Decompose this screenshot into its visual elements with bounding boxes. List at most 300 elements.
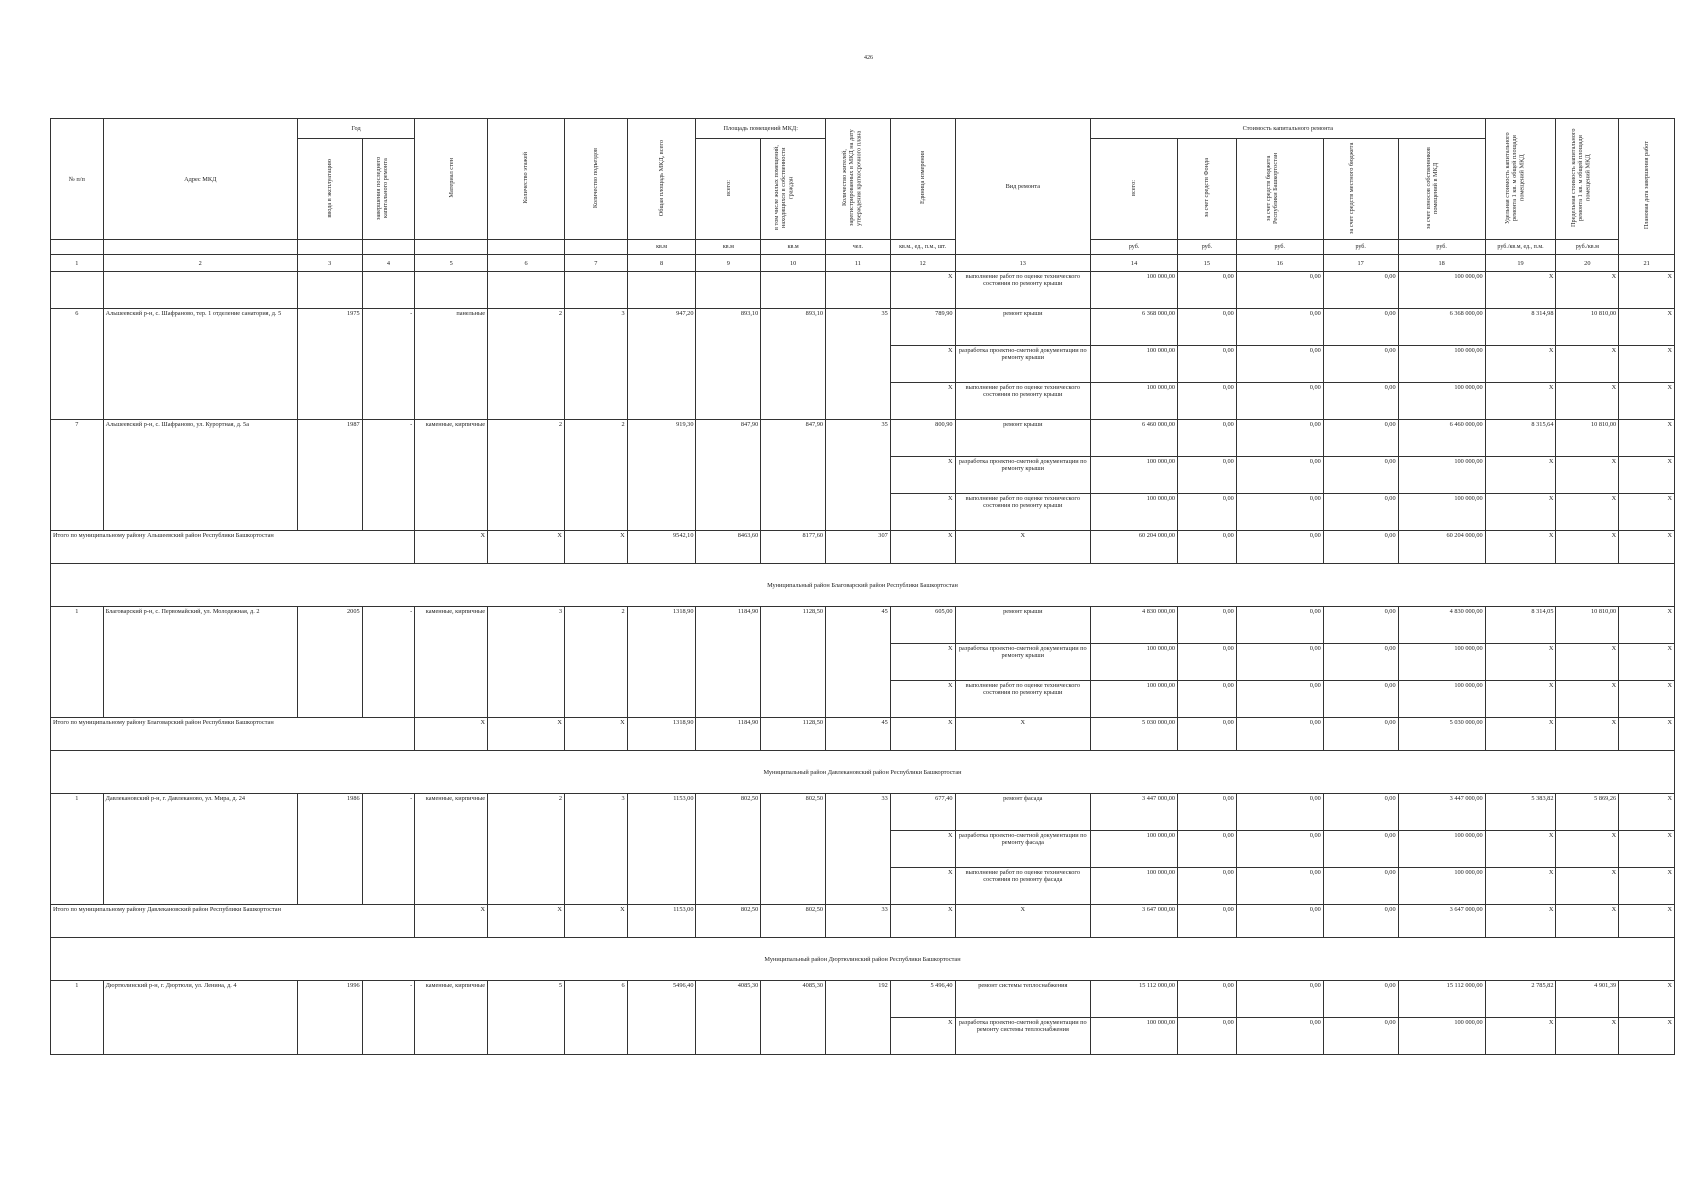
column-number: 5 [415, 255, 488, 272]
planned-date-x: X [1619, 831, 1675, 868]
wall-material: панельные [415, 309, 488, 420]
empty-cell [696, 272, 761, 309]
premises-owned: 1128,50 [761, 607, 826, 718]
cost-owners: 3 447 000,00 [1398, 794, 1485, 831]
unit-x: X [890, 868, 955, 905]
premises-total: 4085,30 [696, 981, 761, 1055]
unit-cost-x: X [1485, 531, 1556, 564]
cost-fund: 0,00 [1178, 494, 1237, 531]
cost-total: 100 000,00 [1091, 457, 1178, 494]
cost-owners: 6 460 000,00 [1398, 420, 1485, 457]
empty-cell [51, 272, 104, 309]
column-number: 3 [297, 255, 362, 272]
cost-republic: 0,00 [1236, 346, 1323, 383]
cost-fund: 0,00 [1178, 1018, 1237, 1055]
table-header [51, 119, 1675, 255]
header-unit-6 [488, 240, 565, 255]
unit-cost-owners: руб. [1398, 240, 1485, 255]
work-type: разработка проектно-сметной документации по ремонту крыши [955, 346, 1091, 383]
row-number: 6 [51, 309, 104, 420]
header-max-cost: Предельная стоимость капитального ремонта 1 кв. м общей площади помещений МКД [1556, 119, 1619, 240]
max-cost-x: X [1556, 681, 1619, 718]
header-cost-republic: за счет средств бюджета Республики Башкортостан [1236, 139, 1323, 240]
empty-cell [297, 272, 362, 309]
wall-material: каменные, кирпичные [415, 420, 488, 531]
cost-fund: 0,00 [1178, 531, 1237, 564]
header-cost-local: за счет средств местного бюджета [1323, 139, 1398, 240]
premises-owned: 8177,60 [761, 531, 826, 564]
unit-premises-total: кв.м [696, 240, 761, 255]
max-cost-x: X [1556, 383, 1619, 420]
planned-date-x: X [1619, 531, 1675, 564]
total-row [51, 531, 1675, 564]
header-unit: Единица измерения [890, 119, 955, 240]
cost-local: 0,00 [1323, 1018, 1398, 1055]
quantity: 800,90 [890, 420, 955, 457]
premises-total: 1184,90 [696, 718, 761, 751]
residents: 33 [826, 794, 891, 905]
work-type: разработка проектно-сметной документации по ремонту крыши [955, 457, 1091, 494]
premises-total: 847,90 [696, 420, 761, 531]
cost-local: 0,00 [1323, 420, 1398, 457]
work-type: выполнение работ по оценке технического состояния по ремонту крыши [955, 383, 1091, 420]
cost-total: 100 000,00 [1091, 346, 1178, 383]
header-unit-5 [415, 240, 488, 255]
total-area: 1153,00 [627, 905, 696, 938]
header-wall-material: Материал стен [415, 119, 488, 240]
table-row [51, 981, 1675, 1018]
section-title: Муниципальный район Давлекановский район Республики Башкортостан [51, 751, 1675, 794]
max-cost: 10 810,00 [1556, 420, 1619, 457]
cost-owners: 100 000,00 [1398, 681, 1485, 718]
cost-local: 0,00 [1323, 681, 1398, 718]
column-number-row [51, 255, 1675, 272]
max-cost-x: X [1556, 346, 1619, 383]
cost-owners: 60 204 000,00 [1398, 531, 1485, 564]
table-body [51, 255, 1675, 1055]
cost-owners: 100 000,00 [1398, 494, 1485, 531]
planned-date-x: X [1619, 383, 1675, 420]
unit-cost: 8 314,05 [1485, 607, 1556, 644]
cost-total: 100 000,00 [1091, 868, 1178, 905]
cost-fund: 0,00 [1178, 272, 1237, 309]
floors-x: X [488, 718, 565, 751]
cost-total: 5 030 000,00 [1091, 718, 1178, 751]
planned-date-x: X [1619, 718, 1675, 751]
header-residents: Количество жителей, зарегистрированных в МКД на дату утверждения краткосрочного плана [826, 119, 891, 240]
unit-cost-total: руб. [1091, 240, 1178, 255]
page-number: 426 [864, 55, 873, 61]
column-number: 7 [564, 255, 627, 272]
cost-total: 6 460 000,00 [1091, 420, 1178, 457]
wall-material-x: X [415, 905, 488, 938]
cost-republic: 0,00 [1236, 457, 1323, 494]
max-cost: 5 869,26 [1556, 794, 1619, 831]
unit-x: X [890, 905, 955, 938]
planned-date-x: X [1619, 420, 1675, 457]
unit-cost-x: X [1485, 346, 1556, 383]
column-number: 15 [1178, 255, 1237, 272]
entrances: 6 [564, 981, 627, 1055]
section-row [51, 564, 1675, 607]
residents: 307 [826, 531, 891, 564]
premises-owned: 802,50 [761, 794, 826, 905]
header-unit-3 [297, 240, 362, 255]
empty-cell [761, 272, 826, 309]
year-last-repair: - [362, 420, 415, 531]
cost-total: 100 000,00 [1091, 681, 1178, 718]
unit-x: X [890, 346, 955, 383]
header-year-last-repair: завершения последнего капитального ремонта [362, 139, 415, 240]
unit-cost-x: X [1485, 494, 1556, 531]
cost-owners: 100 000,00 [1398, 383, 1485, 420]
total-area: 5496,40 [627, 981, 696, 1055]
cost-fund: 0,00 [1178, 309, 1237, 346]
planned-date-x: X [1619, 272, 1675, 309]
cost-fund: 0,00 [1178, 346, 1237, 383]
column-number: 16 [1236, 255, 1323, 272]
cost-owners: 100 000,00 [1398, 346, 1485, 383]
year-last-repair: - [362, 981, 415, 1055]
column-number: 8 [627, 255, 696, 272]
cost-local: 0,00 [1323, 457, 1398, 494]
max-cost-x: X [1556, 531, 1619, 564]
cost-owners: 3 647 000,00 [1398, 905, 1485, 938]
max-cost-x: X [1556, 905, 1619, 938]
planned-date-x: X [1619, 644, 1675, 681]
unit-x: X [890, 1018, 955, 1055]
cost-local: 0,00 [1323, 794, 1398, 831]
work-type: ремонт крыши [955, 420, 1091, 457]
cost-total: 15 112 000,00 [1091, 981, 1178, 1018]
cost-owners: 100 000,00 [1398, 1018, 1485, 1055]
header-n: № п/п [51, 119, 104, 240]
cost-fund: 0,00 [1178, 420, 1237, 457]
header-unit-cost: Удельная стоимость капитального ремонта 1 кв. м общей площади помещений МКД [1485, 119, 1556, 240]
residents: 35 [826, 309, 891, 420]
unit-x: X [890, 272, 955, 309]
premises-total: 1184,90 [696, 607, 761, 718]
header-premises-owned: в том числе жилых помещений, находящихся в собственности граждан [761, 139, 826, 240]
capital-repair-table [50, 118, 1675, 1055]
column-number: 9 [696, 255, 761, 272]
total-area: 1318,90 [627, 718, 696, 751]
cost-fund: 0,00 [1178, 794, 1237, 831]
cost-republic: 0,00 [1236, 718, 1323, 751]
header-total-area: Общая площадь МКД, всего [627, 119, 696, 240]
planned-date-x: X [1619, 981, 1675, 1018]
unit-cost-x: X [1485, 868, 1556, 905]
section-title: Муниципальный район Дюртюлинский район Республики Башкортостан [51, 938, 1675, 981]
cost-total: 100 000,00 [1091, 831, 1178, 868]
quantity: 5 496,40 [890, 981, 955, 1018]
empty-cell [488, 272, 565, 309]
empty-cell [564, 272, 627, 309]
residents: 192 [826, 981, 891, 1055]
max-cost: 4 901,39 [1556, 981, 1619, 1018]
max-cost-x: X [1556, 868, 1619, 905]
premises-total: 802,50 [696, 905, 761, 938]
residents: 45 [826, 607, 891, 718]
cost-fund: 0,00 [1178, 383, 1237, 420]
header-unit-1 [51, 240, 104, 255]
cost-local: 0,00 [1323, 644, 1398, 681]
unit-residents: чел. [826, 240, 891, 255]
year-commission: 1987 [297, 420, 362, 531]
total-row [51, 718, 1675, 751]
planned-date-x: X [1619, 309, 1675, 346]
empty-cell [415, 272, 488, 309]
cost-republic: 0,00 [1236, 794, 1323, 831]
floors-x: X [488, 531, 565, 564]
unit-x: X [890, 383, 955, 420]
work-type: разработка проектно-сметной документации по ремонту крыши [955, 644, 1091, 681]
work-type-x: X [955, 905, 1091, 938]
premises-owned: 847,90 [761, 420, 826, 531]
total-area: 947,20 [627, 309, 696, 420]
quantity: 677,40 [890, 794, 955, 831]
cost-local: 0,00 [1323, 905, 1398, 938]
unit-x: X [890, 831, 955, 868]
header-planned-date: Плановая дата завершения работ [1619, 119, 1675, 255]
entrances-x: X [564, 905, 627, 938]
header-address: Адрес МКД [103, 119, 297, 240]
cost-fund: 0,00 [1178, 868, 1237, 905]
wall-material-x: X [415, 718, 488, 751]
max-cost: 10 810,00 [1556, 309, 1619, 346]
unit-measure: кв.м., ед., п.м., шт. [890, 240, 955, 255]
unit-cost-x: X [1485, 383, 1556, 420]
residents: 35 [826, 420, 891, 531]
header-entrances: Количество подъездов [564, 119, 627, 240]
cost-fund: 0,00 [1178, 718, 1237, 751]
work-type: ремонт фасада [955, 794, 1091, 831]
unit-cost-x: X [1485, 831, 1556, 868]
work-type: разработка проектно-сметной документации по ремонту системы теплоснабжения [955, 1018, 1091, 1055]
unit-cost-republic: руб. [1236, 240, 1323, 255]
unit-cost-x: X [1485, 905, 1556, 938]
cost-local: 0,00 [1323, 346, 1398, 383]
section-row [51, 751, 1675, 794]
cost-owners: 4 830 000,00 [1398, 607, 1485, 644]
cost-republic: 0,00 [1236, 868, 1323, 905]
unit-x: X [890, 531, 955, 564]
unit-cost-x: X [1485, 718, 1556, 751]
cost-fund: 0,00 [1178, 981, 1237, 1018]
year-commission: 1975 [297, 309, 362, 420]
floors: 2 [488, 309, 565, 420]
cost-owners: 100 000,00 [1398, 831, 1485, 868]
cost-total: 100 000,00 [1091, 272, 1178, 309]
table-row [51, 272, 1675, 309]
total-area: 1318,90 [627, 607, 696, 718]
column-number: 12 [890, 255, 955, 272]
cost-republic: 0,00 [1236, 272, 1323, 309]
total-row [51, 905, 1675, 938]
premises-owned: 802,50 [761, 905, 826, 938]
total-area: 919,30 [627, 420, 696, 531]
max-cost-x: X [1556, 1018, 1619, 1055]
cost-local: 0,00 [1323, 607, 1398, 644]
year-last-repair: - [362, 309, 415, 420]
max-cost-x: X [1556, 272, 1619, 309]
work-type: ремонт крыши [955, 607, 1091, 644]
entrances: 3 [564, 794, 627, 905]
cost-republic: 0,00 [1236, 831, 1323, 868]
address: Альшеевский р-н, с. Шафраново, тер. 1 отделение санатория, д. 5 [103, 309, 297, 420]
unit-cost-x: X [1485, 644, 1556, 681]
residents: 45 [826, 718, 891, 751]
entrances: 2 [564, 607, 627, 718]
work-type: выполнение работ по оценке технического состояния по ремонту крыши [955, 272, 1091, 309]
year-commission: 2005 [297, 607, 362, 718]
cost-total: 3 647 000,00 [1091, 905, 1178, 938]
work-type-x: X [955, 531, 1091, 564]
header-cost-total: всего: [1091, 139, 1178, 240]
cost-total: 4 830 000,00 [1091, 607, 1178, 644]
floors: 3 [488, 607, 565, 718]
cost-fund: 0,00 [1178, 905, 1237, 938]
planned-date-x: X [1619, 494, 1675, 531]
address: Давлекановский р-н, г. Давлеканово, ул. Мира, д. 24 [103, 794, 297, 905]
table-row [51, 420, 1675, 457]
premises-owned: 4085,30 [761, 981, 826, 1055]
max-cost-x: X [1556, 494, 1619, 531]
planned-date-x: X [1619, 346, 1675, 383]
column-number: 4 [362, 255, 415, 272]
year-last-repair: - [362, 607, 415, 718]
quantity: 789,90 [890, 309, 955, 346]
cost-republic: 0,00 [1236, 905, 1323, 938]
unit-area: кв.м [627, 240, 696, 255]
header-cost: Стоимость капитального ремонта [1091, 119, 1486, 139]
unit-cost-local: руб. [1323, 240, 1398, 255]
header-year: Год [297, 119, 414, 139]
column-number: 11 [826, 255, 891, 272]
entrances-x: X [564, 531, 627, 564]
planned-date-x: X [1619, 681, 1675, 718]
wall-material-x: X [415, 531, 488, 564]
residents: 33 [826, 905, 891, 938]
header-work-type: Вид ремонта [955, 119, 1091, 255]
column-number: 18 [1398, 255, 1485, 272]
empty-cell [826, 272, 891, 309]
cost-republic: 0,00 [1236, 383, 1323, 420]
cost-fund: 0,00 [1178, 644, 1237, 681]
header-unit-4 [362, 240, 415, 255]
header-premises-total: всего: [696, 139, 761, 240]
cost-republic: 0,00 [1236, 607, 1323, 644]
unit-unit-cost: руб./кв.м, ед., п.м. [1485, 240, 1556, 255]
cost-local: 0,00 [1323, 272, 1398, 309]
cost-fund: 0,00 [1178, 457, 1237, 494]
work-type-x: X [955, 718, 1091, 751]
year-commission: 1996 [297, 981, 362, 1055]
work-type: ремонт системы теплоснабжения [955, 981, 1091, 1018]
header-unit-2 [103, 240, 297, 255]
wall-material: каменные, кирпичные [415, 607, 488, 718]
max-cost: 10 810,00 [1556, 607, 1619, 644]
unit-cost-x: X [1485, 272, 1556, 309]
column-number: 14 [1091, 255, 1178, 272]
planned-date-x: X [1619, 1018, 1675, 1055]
unit-max-cost: руб./кв.м [1556, 240, 1619, 255]
unit-cost: 5 383,82 [1485, 794, 1556, 831]
unit-x: X [890, 644, 955, 681]
year-commission: 1986 [297, 794, 362, 905]
cost-total: 100 000,00 [1091, 494, 1178, 531]
cost-republic: 0,00 [1236, 420, 1323, 457]
year-last-repair: - [362, 794, 415, 905]
floors: 2 [488, 794, 565, 905]
unit-cost-x: X [1485, 457, 1556, 494]
address: Благоварский р-н, с. Первомайский, ул. Молодежная, д. 2 [103, 607, 297, 718]
floors: 5 [488, 981, 565, 1055]
unit-premises-owned: кв.м [761, 240, 826, 255]
unit-x: X [890, 718, 955, 751]
floors: 2 [488, 420, 565, 531]
empty-cell [103, 272, 297, 309]
unit-cost-x: X [1485, 1018, 1556, 1055]
total-area: 1153,00 [627, 794, 696, 905]
column-number: 10 [761, 255, 826, 272]
cost-owners: 100 000,00 [1398, 868, 1485, 905]
cost-total: 3 447 000,00 [1091, 794, 1178, 831]
premises-owned: 1128,50 [761, 718, 826, 751]
header-floors: Количество этажей [488, 119, 565, 240]
cost-local: 0,00 [1323, 383, 1398, 420]
column-number: 1 [51, 255, 104, 272]
section-title: Муниципальный район Благоварский район Республики Башкортостан [51, 564, 1675, 607]
cost-local: 0,00 [1323, 718, 1398, 751]
table-row [51, 607, 1675, 644]
planned-date-x: X [1619, 607, 1675, 644]
row-number: 7 [51, 420, 104, 531]
planned-date-x: X [1619, 905, 1675, 938]
cost-fund: 0,00 [1178, 681, 1237, 718]
premises-total: 802,50 [696, 794, 761, 905]
floors-x: X [488, 905, 565, 938]
unit-cost: 8 314,98 [1485, 309, 1556, 346]
column-number: 6 [488, 255, 565, 272]
column-number: 13 [955, 255, 1091, 272]
cost-local: 0,00 [1323, 494, 1398, 531]
header-premises-area: Площадь помещений МКД: [696, 119, 826, 139]
premises-total: 893,10 [696, 309, 761, 420]
unit-cost-x: X [1485, 681, 1556, 718]
max-cost-x: X [1556, 644, 1619, 681]
row-number: 1 [51, 794, 104, 905]
unit-cost: 8 315,64 [1485, 420, 1556, 457]
cost-republic: 0,00 [1236, 531, 1323, 564]
cost-total: 6 368 000,00 [1091, 309, 1178, 346]
cost-total: 100 000,00 [1091, 1018, 1178, 1055]
header-year-commission: ввода в эксплуатацию [297, 139, 362, 240]
row-number: 1 [51, 981, 104, 1055]
cost-local: 0,00 [1323, 309, 1398, 346]
max-cost-x: X [1556, 718, 1619, 751]
work-type: ремонт крыши [955, 309, 1091, 346]
cost-owners: 100 000,00 [1398, 272, 1485, 309]
cost-owners: 100 000,00 [1398, 644, 1485, 681]
unit-x: X [890, 494, 955, 531]
unit-x: X [890, 457, 955, 494]
entrances: 2 [564, 420, 627, 531]
wall-material: каменные, кирпичные [415, 794, 488, 905]
cost-local: 0,00 [1323, 981, 1398, 1018]
max-cost-x: X [1556, 831, 1619, 868]
cost-fund: 0,00 [1178, 831, 1237, 868]
